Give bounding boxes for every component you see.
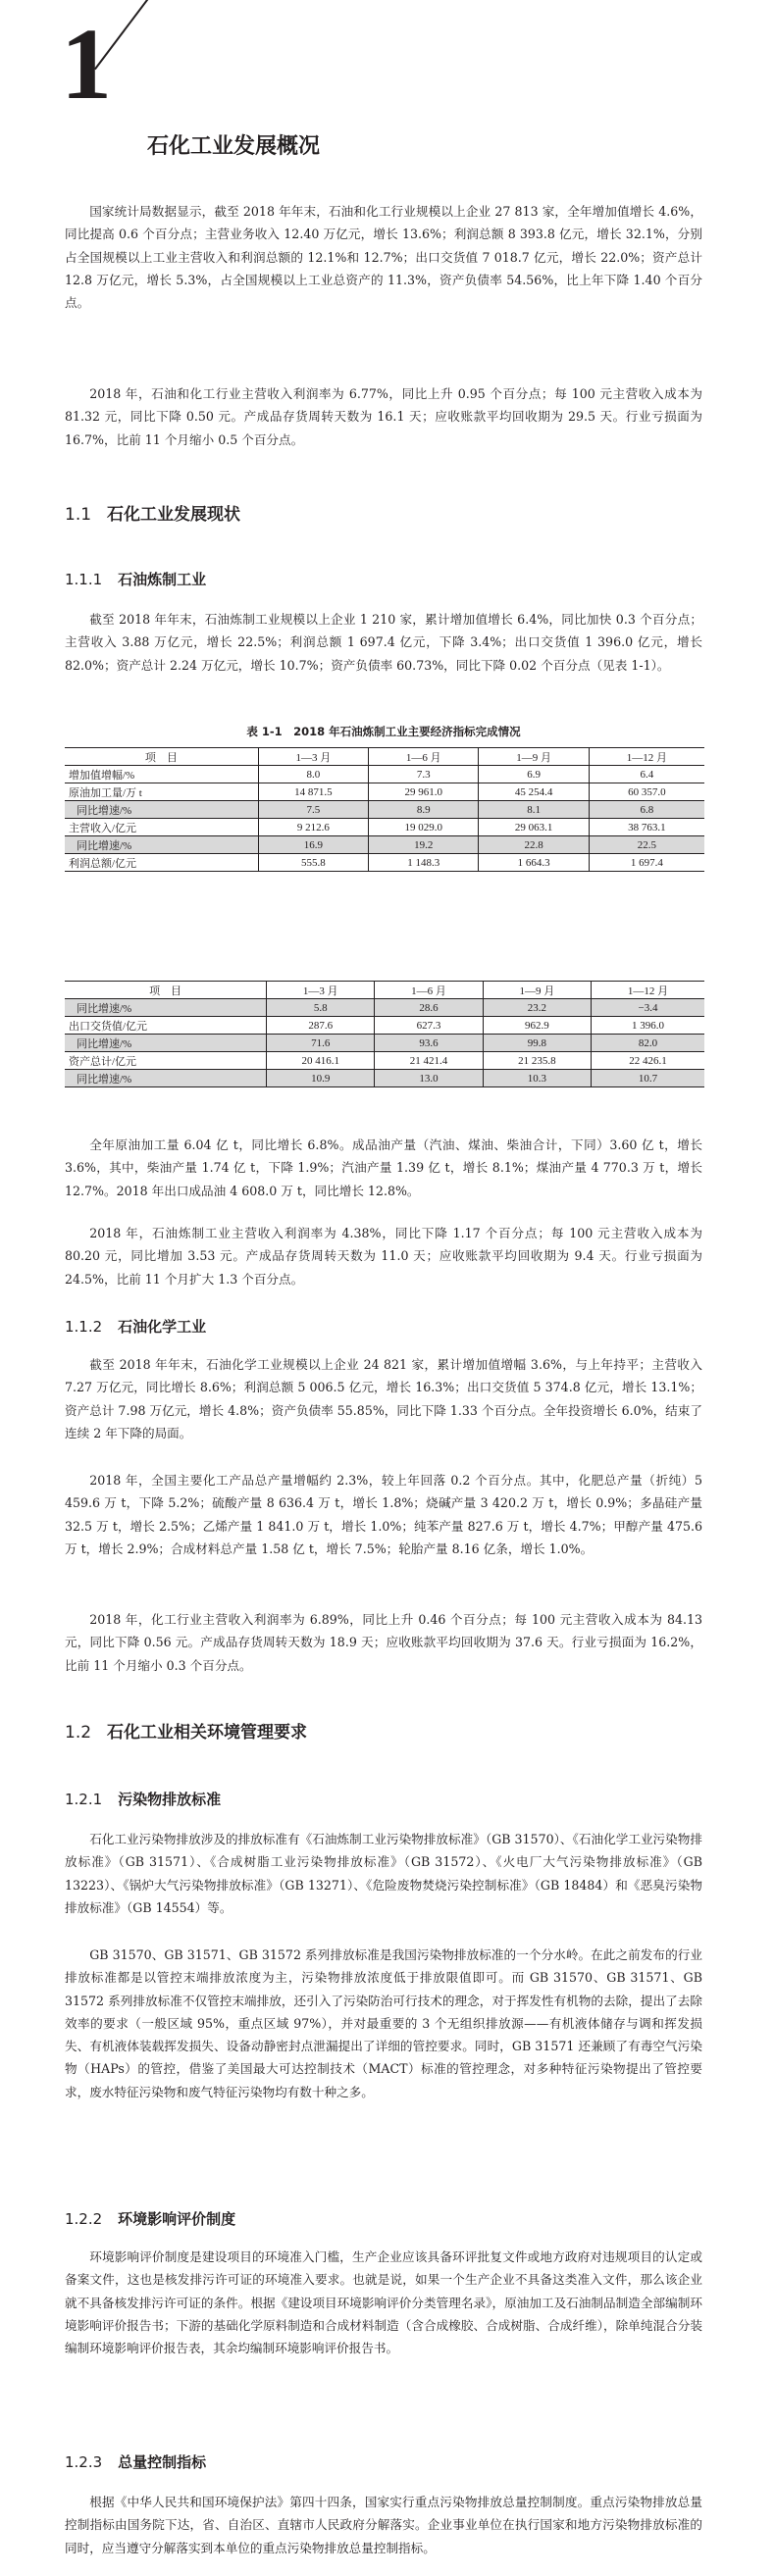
table-cell: 28.6 [375, 999, 483, 1017]
table-row-label: 主营收入/亿元 [65, 819, 258, 836]
table-row-label: 同比增速/% [65, 1035, 267, 1052]
table-cell: 71.6 [267, 1035, 375, 1052]
table-cell: 60 357.0 [589, 783, 704, 801]
table-row [65, 766, 704, 783]
table-cell: 627.3 [375, 1017, 483, 1035]
table-cell: 1 148.3 [369, 854, 479, 872]
section-heading-1-1 [65, 500, 240, 525]
table-cell: 287.6 [267, 1017, 375, 1035]
table-row-label: 利润总额/亿元 [65, 854, 258, 872]
table-row [65, 999, 704, 1017]
section-title: 石化工业发展现状 [107, 505, 241, 525]
table-row-label: 原油加工量/万 t [65, 783, 258, 801]
table-cell: 45 254.4 [479, 783, 589, 801]
table-header-cell: 1—3 月 [267, 982, 375, 999]
table-cell: 6.4 [589, 766, 704, 783]
table-cell: 99.8 [483, 1035, 591, 1052]
subsection-title: 环境影响评价制度 [118, 2210, 236, 2228]
subsection-title: 总量控制指标 [118, 2453, 207, 2471]
table-row [65, 854, 704, 872]
table-row [65, 1052, 704, 1070]
table-cell: 16.9 [258, 836, 368, 854]
subsection-number: 1.1.1 [65, 571, 103, 588]
table-cell: 29 063.1 [479, 819, 589, 836]
chapter-title: 石化工业发展概况 [147, 134, 321, 159]
table-cell: 7.5 [258, 801, 368, 819]
table-row [65, 836, 704, 854]
table-cell: 8.9 [369, 801, 479, 819]
section-number: 1.1 [65, 505, 92, 525]
subsection-heading-1-2-2 [65, 2208, 235, 2229]
subsection-title: 石油炼制工业 [118, 571, 207, 588]
subsection-heading-1-2-1 [65, 1789, 221, 1809]
table-row-label: 增加值增幅/% [65, 766, 258, 783]
section-title: 石化工业相关环境管理要求 [107, 1723, 308, 1743]
section-number: 1.2 [65, 1723, 92, 1743]
standards-paragraph-2: GB 31570、GB 31571、GB 31572 系列排放标准是我国污染物排放标准的一个分水岭。在此之前发布的行业排放标准都是以管控末端排放浓度为主，污染物排放浓度低于排放限值即可。而 GB 31570、GB 31571、GB 31572 系列排放标准不仅管控末端排放，还引入了污染防治可行技术的理念，对于挥发性有机物的去除，提出了去除效率的要求（一般区域 95%，重点区域 97%），并对最重要的 3 个无组织排放源——有机液体储存与调和挥发损失、有机液体装载挥发损失、设备动静密封点泄漏提出了详细的管控要求。同时，GB 31571 还兼顾了有毒空气污染物（HAPs）的管控，借鉴了美国最大可达控制技术（MACT）标准的管控理念，对多种特征污染物提出了管控要求，废水特征污染物和废气特征污染物均有数十种之多。 [65, 1947, 702, 2099]
table-cell: 10.3 [483, 1070, 591, 1087]
table-header-cell: 项 目 [65, 982, 267, 999]
refining-paragraph-1: 截至 2018 年年末，石油炼制工业规模以上企业 1 210 家，累计增加值增长 6.4%，同比加快 0.3 个百分点；主营收入 3.88 万亿元，增长 22.5%；利润总额 1 697.4 亿元，下降 3.4%；出口交货值 1 396.0 亿元，增长 82.0%；资产总计 2.24 万亿元，增长 10.7%；资产负债率 60.73%，同比下降 0.02 个百分点（见表 1-1）。 [65, 612, 702, 673]
table-cell: 8.1 [479, 801, 589, 819]
table-row [65, 783, 704, 801]
table-caption: 表 1-1 2018 年石油炼制工业主要经济指标完成情况 [246, 725, 521, 738]
table-cell: 22.5 [589, 836, 704, 854]
table-cell: 1 697.4 [589, 854, 704, 872]
refining-paragraph-2: 全年原油加工量 6.04 亿 t，同比增长 6.8%。成品油产量（汽油、煤油、柴油合计，下同）3.60 亿 t，增长 3.6%，其中，柴油产量 1.74 亿 t，下降 1.9%；汽油产量 1.39 亿 t，增长 8.1%；煤油产量 4 770.3 万 t，增长 12.7%。2018 年出口成品油 4 608.0 万 t，同比增长 12.8%。 [65, 1137, 702, 1198]
table-row-label: 资产总计/亿元 [65, 1052, 267, 1070]
subsection-title: 石油化学工业 [118, 1318, 207, 1336]
table-header-cell: 1—9 月 [483, 982, 591, 999]
section-heading-1-2 [65, 1718, 307, 1743]
chapter-number: 1 [61, 8, 112, 121]
petrochem-paragraph-3: 2018 年，化工行业主营收入利润率为 6.89%，同比上升 0.46 个百分点；每 100 元主营收入成本为 84.13 元，同比下降 0.56 元。产成品存货周转天数为 18.9 天；应收账款平均回收期为 37.6 天。行业亏损面为 16.2%，比前 11 个月缩小 0.3 个百分点。 [65, 1612, 702, 1673]
table-header-row [65, 748, 704, 766]
table-cell: 962.9 [483, 1017, 591, 1035]
subsection-heading-1-2-3 [65, 2451, 206, 2472]
table-cell: 10.7 [591, 1070, 704, 1087]
table-row-label: 出口交货值/亿元 [65, 1017, 267, 1035]
refining-table-part-1 [65, 747, 704, 872]
refining-table-part-2 [65, 981, 704, 1087]
petrochem-paragraph-2: 2018 年，全国主要化工产品总产量增幅约 2.3%，较上年回落 0.2 个百分点。其中，化肥总产量（折纯）5 459.6 万 t，下降 5.2%；硫酸产量 8 636.4 万 t，增长 1.8%；烧碱产量 3 420.2 万 t，增长 0.9%；多晶硅产量 32.5 万 t，增长 2.5%；乙烯产量 1 841.0 万 t，增长 1.0%；纯苯产量 827.6 万 t，增长 4.7%；甲醇产量 475.6 万 t，增长 2.9%；合成材料总产量 1.58 亿 t，增长 7.5%；轮胎产量 8.16 亿条，增长 1.0%。 [65, 1473, 702, 1556]
table-cell: 19.2 [369, 836, 479, 854]
table-cell: 22 426.1 [591, 1052, 704, 1070]
table-cell: 6.9 [479, 766, 589, 783]
table-row [65, 1035, 704, 1052]
table-row [65, 819, 704, 836]
table-row [65, 1017, 704, 1035]
subsection-heading-1-1-1 [65, 569, 206, 589]
table-cell: 9 212.6 [258, 819, 368, 836]
table-header-cell: 项 目 [65, 748, 258, 766]
table-cell: 22.8 [479, 836, 589, 854]
table-row-label: 同比增速/% [65, 1070, 267, 1087]
table-cell: 23.2 [483, 999, 591, 1017]
table-cell: 6.8 [589, 801, 704, 819]
table-cell: 82.0 [591, 1035, 704, 1052]
table-header-row [65, 982, 704, 999]
table-header-cell: 1—12 月 [591, 982, 704, 999]
table-cell: 29 961.0 [369, 783, 479, 801]
table-row [65, 1070, 704, 1087]
subsection-number: 1.2.2 [65, 2210, 103, 2228]
table-cell: 20 416.1 [267, 1052, 375, 1070]
intro-paragraph-1: 国家统计局数据显示，截至 2018 年年末，石油和化工行业规模以上企业 27 813 家，全年增加值增长 4.6%，同比提高 0.6 个百分点；主营业务收入 12.40 万亿元，增长 13.6%；利润总额 8 393.8 亿元，增长 32.1%，分别占全国规模以上工业主营收入和利润总额的 12.1%和 12.7%；出口交货值 7 018.7 亿元，增长 22.0%；资产总计 12.8 万亿元，增长 5.3%，占全国规模以上工业总资产的 11.3%，资产负债率 54.56%，比上年下降 1.40 个百分点。 [65, 204, 702, 311]
refining-paragraph-3: 2018 年，石油炼制工业主营收入利润率为 4.38%，同比下降 1.17 个百分点；每 100 元主营收入成本为 80.20 元，同比增加 3.53 元。产成品存货周转天数为 11.0 天；应收账款平均回收期为 9.4 天。行业亏损面为 24.5%，比前 11 个月扩大 1.3 个百分点。 [65, 1226, 702, 1287]
table-row [65, 801, 704, 819]
subsection-number: 1.2.3 [65, 2453, 103, 2471]
subsection-number: 1.1.2 [65, 1318, 103, 1336]
table-cell: 1 396.0 [591, 1017, 704, 1035]
table-header-cell: 1—12 月 [589, 748, 704, 766]
table-cell: 8.0 [258, 766, 368, 783]
eia-paragraph-1: 环境影响评价制度是建设项目的环境准入门槛，生产企业应该具备环评批复文件或地方政府对违规项目的认定或备案文件，这也是核发排污许可证的环境准入要求。也就是说，如果一个生产企业不具备这类准入文件，那么该企业就不具备核发排污许可证的条件。根据《建设项目环境影响评价分类管理名录》，原油加工及石油制品制造全部编制环境影响评价报告书；下游的基础化学原料制造和合成材料制造（含合成橡胶、合成树脂、合成纤维），除单纯混合分装编制环境影响评价报告表，其余均编制环境影响评价报告书。 [65, 2249, 702, 2356]
table-row-label: 同比增速/% [65, 999, 267, 1017]
table-cell: 5.8 [267, 999, 375, 1017]
table-cell: 38 763.1 [589, 819, 704, 836]
table-header-cell: 1—6 月 [375, 982, 483, 999]
table-cell: 10.9 [267, 1070, 375, 1087]
intro-paragraph-2: 2018 年，石油和化工行业主营收入利润率为 6.77%，同比上升 0.95 个百分点；每 100 元主营收入成本为 81.32 元，同比下降 0.50 元。产成品存货周转天数为 16.1 天；应收账款平均回收期为 29.5 天。行业亏损面为 16.7%，比前 11 个月缩小 0.5 个百分点。 [65, 386, 702, 447]
table-header-cell: 1—3 月 [258, 748, 368, 766]
petrochem-paragraph-1: 截至 2018 年年末，石油化学工业规模以上企业 24 821 家，累计增加值增幅 3.6%，与上年持平；主营收入 7.27 万亿元，同比增长 8.6%；利润总额 5 006.5 亿元，增长 16.3%；出口交货值 5 374.8 亿元，增长 13.1%；资产总计 7.98 万亿元，增长 4.8%；资产负债率 55.85%，同比下降 1.33 个百分点。全年投资增长 6.0%，结束了连续 2 年下降的局面。 [65, 1357, 702, 1440]
table-row-label: 同比增速/% [65, 836, 258, 854]
subsection-number: 1.2.1 [65, 1791, 103, 1808]
standards-paragraph-1: 石化工业污染物排放涉及的排放标准有《石油炼制工业污染物排放标准》（GB 31570）、《石油化学工业污染物排放标准》（GB 31571）、《合成树脂工业污染物排放标准》（GB 31572）、《火电厂大气污染物排放标准》（GB 13223）、《锅炉大气污染物排放标准》（GB 13271）、《危险废物焚烧污染控制标准》（GB 18484）和《恶臭污染物排放标准》（GB 14554）等。 [65, 1832, 702, 1915]
table-cell: 21 235.8 [483, 1052, 591, 1070]
table-cell: 13.0 [375, 1070, 483, 1087]
table-row-label: 同比增速/% [65, 801, 258, 819]
quota-paragraph-1: 根据《中华人民共和国环境保护法》第四十四条，国家实行重点污染物排放总量控制制度。重点污染物排放总量控制指标由国务院下达，省、自治区、直辖市人民政府分解落实。企业事业单位在执行国家和地方污染物排放标准的同时，应当遵守分解落实到本单位的重点污染物排放总量控制指标。 [65, 2495, 702, 2555]
table-header-cell: 1—9 月 [479, 748, 589, 766]
table-cell: 14 871.5 [258, 783, 368, 801]
table-cell: −3.4 [591, 999, 704, 1017]
table-cell: 1 664.3 [479, 854, 589, 872]
table-cell: 7.3 [369, 766, 479, 783]
table-cell: 93.6 [375, 1035, 483, 1052]
subsection-title: 污染物排放标准 [118, 1791, 222, 1808]
table-cell: 555.8 [258, 854, 368, 872]
table-cell: 21 421.4 [375, 1052, 483, 1070]
table-header-cell: 1—6 月 [369, 748, 479, 766]
table-cell: 19 029.0 [369, 819, 479, 836]
subsection-heading-1-1-2 [65, 1316, 206, 1337]
